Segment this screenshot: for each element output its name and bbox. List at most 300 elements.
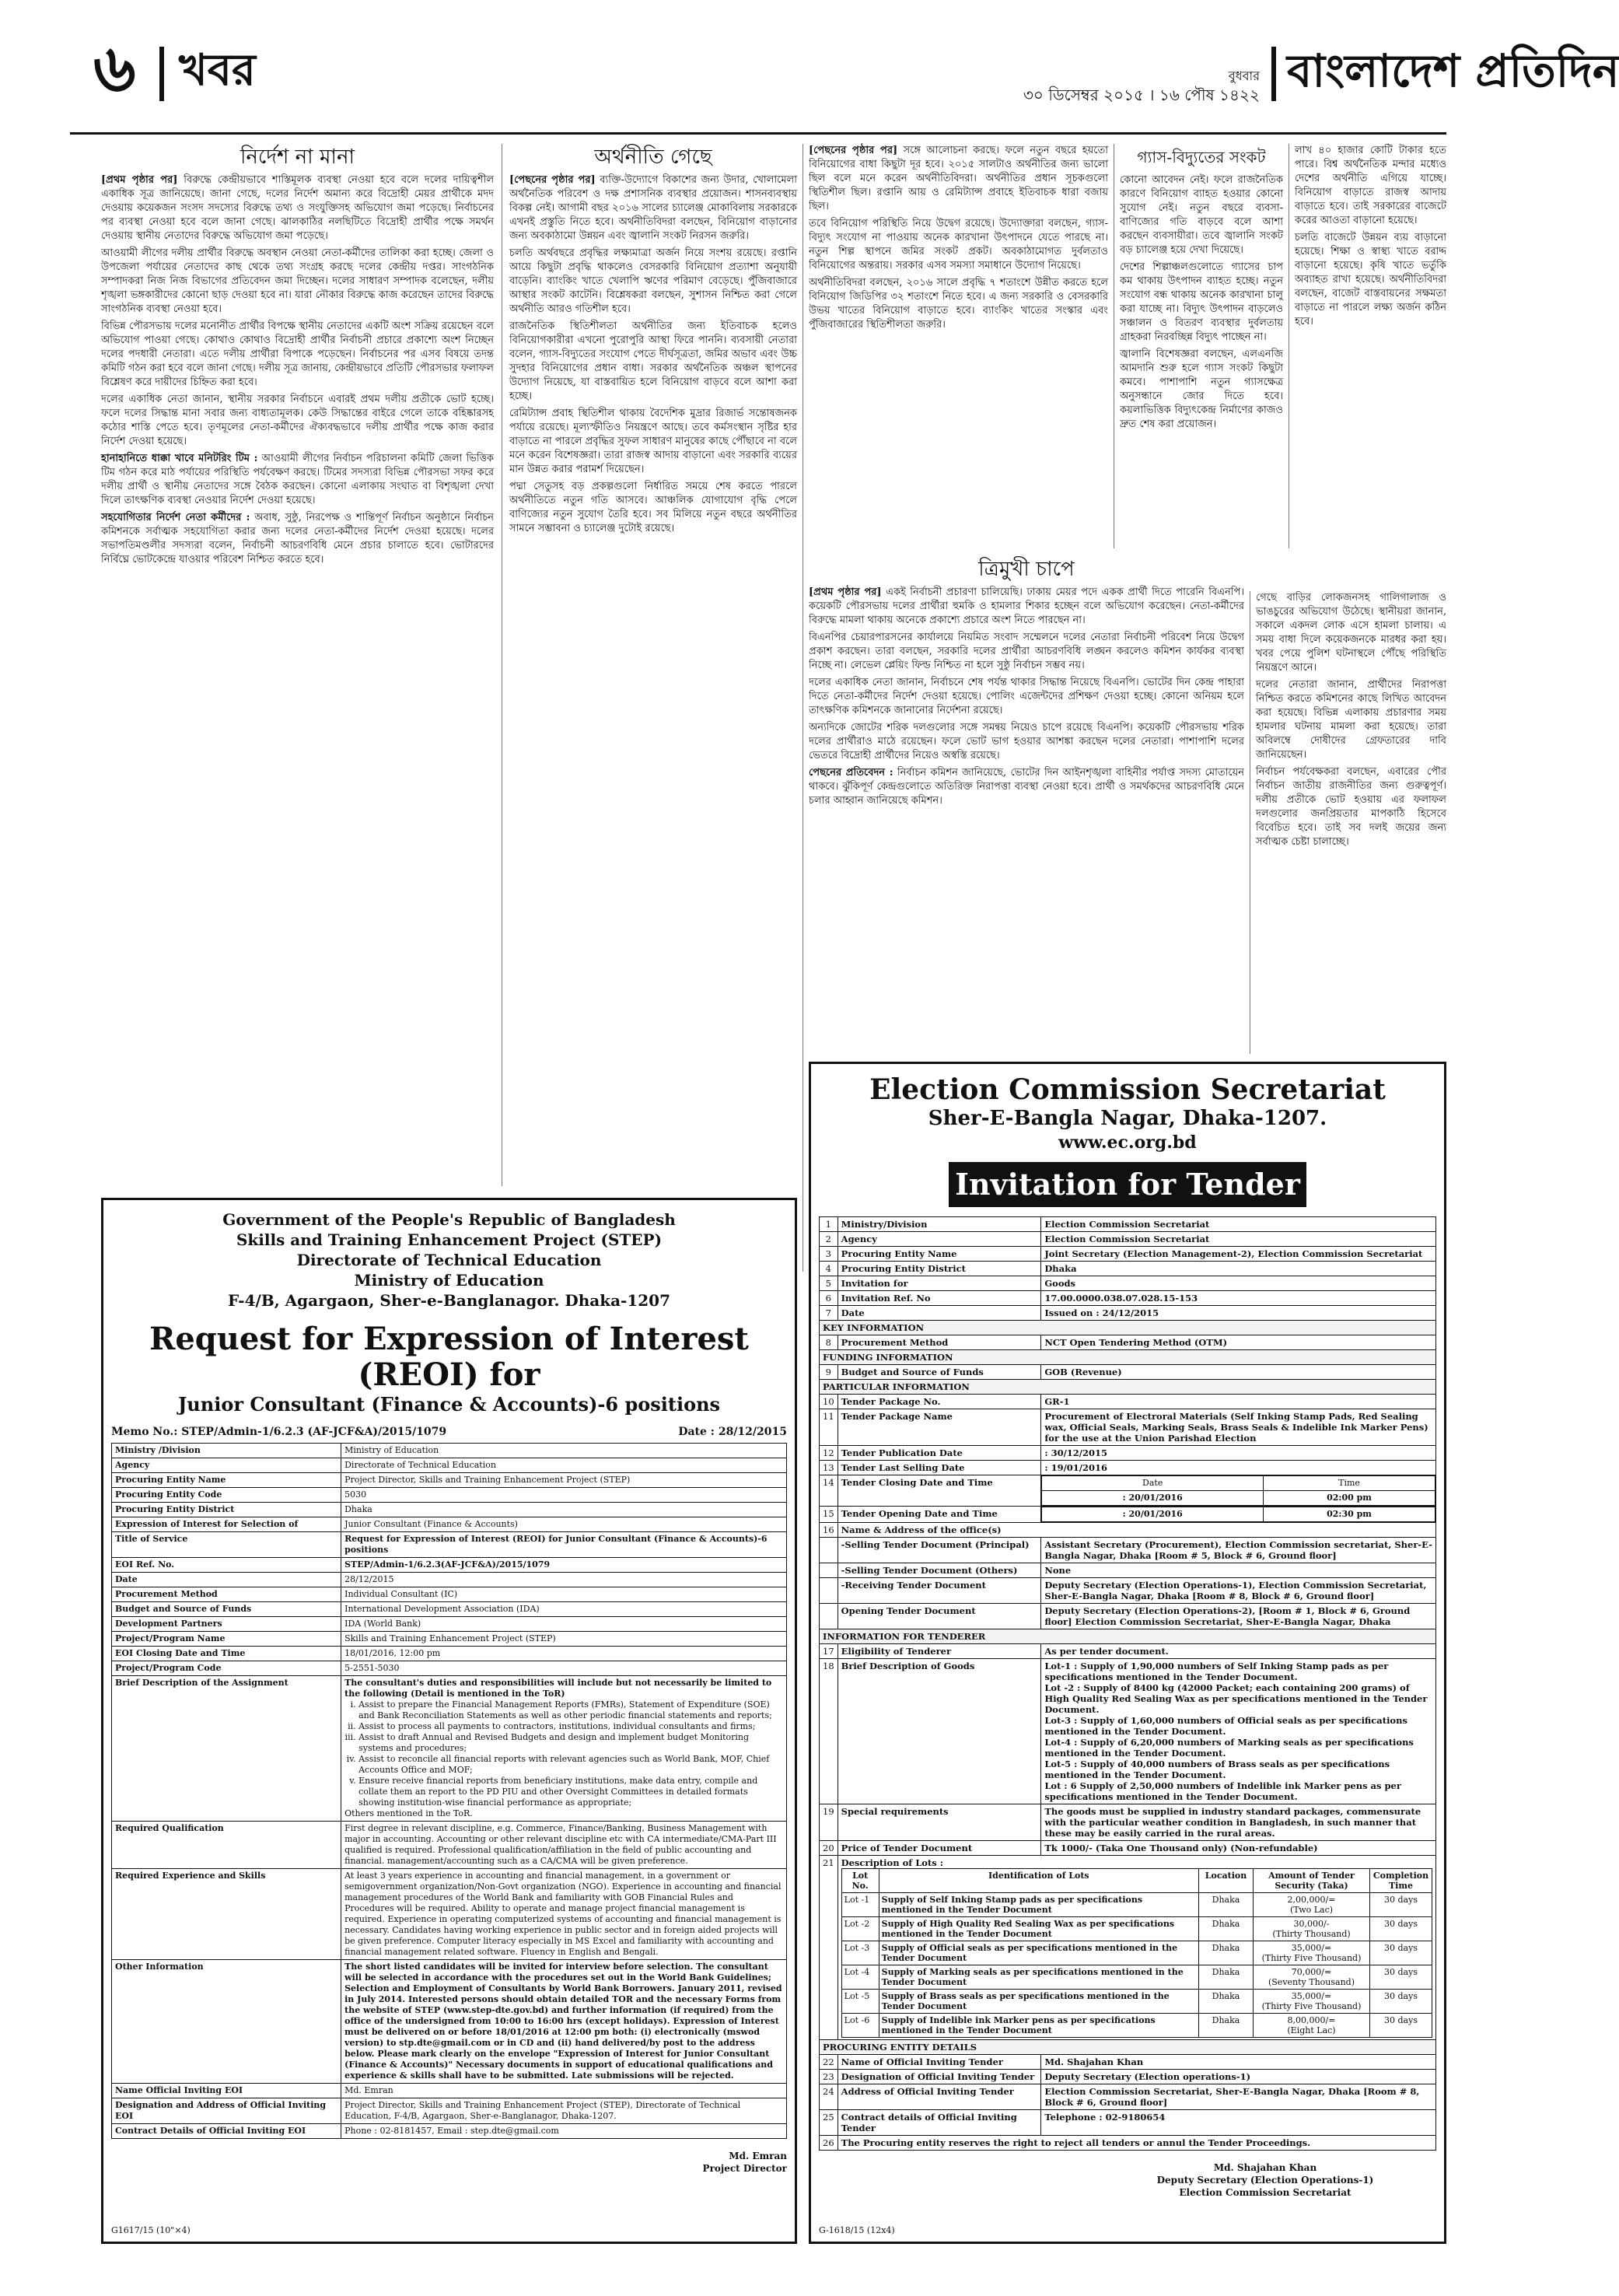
article-paragraph: রেমিট্যান্স প্রবাহ স্থিতিশীল থাকায় বৈদেশিক মুদ্রার রিজার্ভ সন্তোষজনক পর্যায়ে রয়েছে। মূল্যস্ফীতিও নিয়ন্ত্রণে আছে। তবে কর্মসংস্থান সৃষ্টির হার বাড়াতে না পারলে প্রবৃদ্ধির সুফল সাধারণ মানুষের কাছে পৌঁছাবে না বলে মনে করেন বিশেষজ্ঞরা। তারা রাজস্ব আদায় বাড়ানো এবং সরকারি ব্যয়ের মান উন্নত করার পরামর্শ দিয়েছেন। [509,408,797,475]
article-paragraph: দলের নেতারা জানান, প্রার্থীদের নিরাপত্তা নিশ্চিত করতে কমিশনের কাছে লিখিত আবেদন করা হয়েছে। বিভিন্ন এলাকায় প্রচারণার সময় হামলার ঘটনায় মামলা করা হয়েছে। তারা অবিলম্বে দোষীদের গ্রেফতারের দাবি জানিয়েছেন। [1256,679,1446,761]
article-paragraph: গেছে বাড়ির লোকজনসহ গালিগালাজ ও ভাঙচুরের অভিযোগ উঠেছে। স্থানীয়রা জানান, সকালে একদল লোক এসে হামলা চালায়। এ সময় বাধা দিলে কয়েকজনকে মারধর করা হয়। খবর পেয়ে পুলিশ ঘটনাস্থলে পৌঁছে পরিস্থিতি নিয়ন্ত্রণে আনে। [1256,592,1446,674]
section-label: PROCURING ENTITY DETAILS [820,2040,1436,2055]
table-value: Md. Emran [341,2084,787,2098]
table-key: Tender Package No. [837,1395,1041,1409]
article-paragraph: বিভিন্ন পৌরসভায় দলের মনোনীত প্রার্থীর বিপক্ষে স্থানীয় নেতাদের একটি অংশ সক্রিয় রয়েছেন বলে অভিযোগ পাওয়া গেছে। কোথাও কোথাও বিদ্রোহী প্রার্থীর নির্বাচনী প্রচারে প্রকাশ্যে অংশ নিচ্ছেন দলের পদধারী নেতারা। এতে দলীয় প্রার্থীরা বিপাকে পড়েছেন। নির্বাচনের পর এসব বিষয়ে তদন্ত কমিটি গঠন করা হবে বলে জানা গেছে। দলীয় সূত্র জানায়, কেন্দ্রীয়ভাবে প্রতিটি পৌরসভার ফলাফল বিশ্লেষণ করে দায়ীদের চিহ্নিত করা হবে। [101,320,494,388]
row-number: 20 [820,1841,838,1856]
section-label: FUNDING INFORMATION [820,1350,1436,1365]
article-subheading: সহযোগিতার নির্দেশ নেতা কর্মীদের : [101,512,250,523]
table-row [820,1247,1436,1262]
table-value: Skills and Training Enhancement Project (STEP) [341,1632,787,1647]
table-value: Ministry of Education [341,1444,787,1458]
lot-identification: Supply of Marking seals as per specifications mentioned in the Tender Document [879,1965,1198,1990]
lot-amount-words: (Thirty Thousand) [1272,1929,1351,1939]
table-row [112,1960,787,2084]
brief-intro: The consultant's duties and responsibilities will include but not necessarily be limited to the following (Detail is mentioned in the ToR) [344,1678,772,1699]
table-key: Agency [837,1232,1041,1247]
section-header [820,1629,1436,1644]
continued-tag: [পেছনের পৃষ্ঠার পর] [809,145,898,156]
date-header: Date [1042,1476,1264,1491]
table-key: Contract details of Official Inviting Tender [837,2110,1041,2136]
reoi-org-line: F-4/B, Agargaon, Sher-e-Banglanagor. Dhaka-1207 [228,1291,670,1310]
table-key: Invitation for [837,1276,1041,1291]
reoi-signature [111,2150,787,2175]
table-value: The Procuring entity reserves the right to reject all tenders or annul the Tender Proceedings. [837,2136,1435,2151]
column-header: Location [1199,1869,1254,1893]
lot-completion: 30 days [1370,1917,1432,1941]
table-row [112,1617,787,1632]
article-paragraph: নির্বাচন পর্যবেক্ষকরা বলছেন, এবারের পৌর নির্বাচন জাতীয় রাজনীতির জন্য গুরুত্বপূর্ণ। দলীয় প্রতীকে ভোট হওয়ায় এর ফলাফল দলগুলোর জনপ্রিয়তার মাপকাঠি হিসেবে বিবেচিত হবে। তাই সব দলই জয়ের জন্য সর্বাত্মক চেষ্টা চালাচ্ছে। [1256,766,1446,848]
ad-code: G1617/15 (10"×4) [111,2225,191,2235]
table-value: At least 3 years experience in accounting and financial management, in a government or semigovernment organization/Non-Govt organization (NGO). Experience in accounting and financial management procedures of the World Bank and familiarity with GOB Financial Rules and Procedures will be required. Ability to operate and manage project financial management is required. Experience in operating computerized systems of accounting and financial management is necessary. Candidates having working experience in public sector and in foreign aided projects will be given preference. Computer literacy especially in MS Excel and familiarity with accounting and financial management related software. Fluency in English and Bengali. [341,1869,787,1960]
table-key: Tender Last Selling Date [837,1461,1041,1475]
signatory-title: Deputy Secretary (Election Operations-1) [1156,2175,1374,2186]
table-key: Brief Description of the Assignment [112,1676,341,1822]
table-key: Procurement Method [837,1335,1041,1350]
table-value: GOB (Revenue) [1041,1365,1436,1380]
masthead-rule [70,132,1446,135]
table-value [837,1856,1435,2040]
row-number: 5 [820,1276,838,1291]
list-item: i. Assist to prepare the Financial Management Reports (FMRs), Statement of Expenditure (SOE) and Bank Reconciliation Statements as well as other periodic financial statements and reports; [358,1699,783,1721]
table-key: Budget and Source of Funds [112,1602,341,1617]
table-row [112,1676,787,1822]
table-row [112,1517,787,1532]
article-headline: নির্দেশ না মানা [240,145,355,169]
article-paragraph: জ্বালানি বিশেষজ্ঞরা বলছেন, এলএনজি আমদানি শুরু হলে গ্যাস সংকট কিছুটা কমবে। পাশাপাশি নতুন গ্যাসক্ষেত্র অনুসন্ধানে জোর দিতে হবে। কয়লাভিত্তিক বিদ্যুৎকেন্দ্র নির্মাণের কাজও দ্রুত শেষ করা প্রয়োজন। [1120,348,1283,430]
table-key: Other Information [112,1960,341,2084]
newspaper-logo: বাংলাদেশ প্রতিদিন [1287,44,1619,97]
article-paragraph: পদ্মা সেতুসহ বড় প্রকল্পগুলো নির্ধারিত সময়ে শেষ করতে পারলে অর্থনীতিতে নতুন গতি আসবে। আঞ্চলিক যোগাযোগ বৃদ্ধি পেলে বাণিজ্যের নতুন সুযোগ তৈরি হবে। সব মিলিয়ে নতুন বছরে অর্থনীতির সামনে সম্ভাবনা ও চ্যালেঞ্জ দুটোই রয়েছে। [509,481,797,534]
goods-lot: Lot-4 : Supply of 6,20,000 numbers of Marking seals as per specifications mentioned in the Tender Document. [1044,1737,1414,1759]
reoi-subtitle: Junior Consultant (Finance & Accounts)-6 positions [177,1393,721,1416]
signatory-name: Md. Shajahan Khan [1213,2162,1317,2173]
issue-weekday: বুধবার [1228,68,1260,83]
table-value: Individual Consultant (IC) [341,1587,787,1602]
table-key: Invitation Ref. No [837,1291,1041,1306]
article-paragraph: লাখ ৪০ হাজার কোটি টাকার হতে পারে। বিশ্ব অর্থনৈতিক মন্দার মধ্যেও দেশের অর্থনীতি এগিয়ে যাচ্ছে। বিনিয়োগ বাড়াতে রাজস্ব আদায় বাড়াতে হবে। তাই সরকারের বাজেটে করের আওতা বাড়ানো হয়েছে। [1295,145,1446,226]
lot-amount-words: (Thirty Five Thousand) [1261,2001,1362,2011]
reoi-memo-date: Date : 28/12/2015 [678,1426,787,1438]
table-key: Date [837,1306,1041,1321]
row-number: 11 [820,1409,838,1446]
table-value: Dhaka [1041,1262,1436,1276]
table-row [820,2110,1436,2136]
table-row [841,1941,1432,1965]
row-number: 3 [820,1247,838,1262]
lot-identification: Supply of Indelible ink Marker pens as per specifications mentioned in the Tender Document [879,2014,1198,2038]
table-row [841,2014,1432,2038]
lots-table [841,1868,1432,2038]
row-number: 14 [820,1475,838,1507]
table-key: Procuring Entity District [112,1503,341,1517]
article-nirdesh [101,144,494,1186]
article-paragraph: নির্বাচন কমিশন জানিয়েছে, ভোটের দিন আইনশৃঙ্খলা বাহিনীর পর্যাপ্ত সদস্য মোতায়েন থাকবে। ঝুঁকিপূর্ণ কেন্দ্রগুলোতে অতিরিক্ত নিরাপত্তা ব্যবস্থা নেওয়া হবে। প্রার্থী ও সমর্থকদের আচরণবিধি মেনে চলার আহ্বান জানিয়েছে কমিশন। [809,767,1245,807]
table-value: The short listed candidates will be invited for interview before selection. The consultant will be selected in accordance with the procedures set out in the World Bank Guidelines; Selection and Employment of Consultants by World Bank Borrowers. January 2011, revised in July 2014. Interested persons should obtain detailed TOR and the necessary Forms from the website of STEP (www.step-dte.gov.bd) and further information (if required) from the office of the undersigned from 10:00 to 16:00 hrs (except holidays). Expression of Interest must be delivered on or before 18/01/2016 at 12:00 pm both: (i) electronically (mswod version) to stp.dte@gmail.com or in CD and (ii) hand delivered/by post to the address below. Please mark clearly on the envelope "Expression of Interest for Junior Consultant (Finance & Accounts)" Necessary documents in support of educational qualifications and experience & skills shall have to be submitted. Late submissions will be rejected. [341,1960,787,2084]
lot-amount-words: (Eight Lac) [1287,2025,1336,2035]
table-key: -Selling Tender Document (Principal) [837,1538,1041,1563]
article-trimukhi-continued [1256,591,1446,1054]
table-row [820,1856,1436,2040]
row-number: 26 [820,2136,838,2151]
table-row [820,1306,1436,1321]
lot-location: Dhaka [1199,1965,1254,1990]
lot-completion: 30 days [1370,1893,1432,1917]
row-number: 10 [820,1395,838,1409]
table-value: Telephone : 02-9180654 [1041,2110,1436,2136]
section-label: INFORMATION FOR TENDERER [820,1629,1436,1644]
table-row [112,1661,787,1676]
reoi-title: Request for Expression of Interest (REOI) for [149,1321,749,1393]
time-header: Time [1264,1476,1435,1491]
table-key: Tender Package Name [837,1409,1041,1446]
table-key: Tender Publication Date [837,1446,1041,1461]
table-value: GR-1 [1041,1395,1436,1409]
article-paragraph: দলের একাধিক নেতা জানান, স্থানীয় সরকার নির্বাচনে এবারই প্রথম দলীয় প্রতীকে ভোট হচ্ছে। ফলে দলের সিদ্ধান্ত মানা সবার জন্য বাধ্যতামূলক। কেউ সিদ্ধান্তের বাইরে গেলে তাকে বহিষ্কারসহ কঠোর শাস্তি পেতে হবে। তৃণমূলের নেতা-কর্মীদের ঐক্যবদ্ধভাবে দলীয় প্রার্থীর পক্ষে কাজ করার নির্দেশ দেওয়া হয়েছে। [101,394,494,447]
table-row [820,1841,1436,1856]
article-gas-bidyut [1120,144,1283,548]
article-paragraph: বিএনপির চেয়ারপারসনের কার্যালয়ে নিয়মিত সংবাদ সম্মেলনে দলের নেতারা নির্বাচনী পরিবেশ নিয়ে উদ্বেগ প্রকাশ করছেন। তারা বলছেন, সরকারি দলের প্রার্থীরা আচরণবিধি লঙ্ঘন করলেও কমিশন কার্যকর ব্যবস্থা নিচ্ছে না। লেভেল প্লেয়িং ফিল্ড নিশ্চিত না হলে সুষ্ঠু নির্বাচন সম্ভব নয়। [809,632,1244,671]
article-paragraph: রাজনৈতিক স্থিতিশীলতা অর্থনীতির জন্য ইতিবাচক হলেও বিনিয়োগকারীরা এখনো পুরোপুরি আস্থা ফিরে পাননি। ব্যবসায়ী নেতারা বলেন, গ্যাস-বিদ্যুতের সংযোগ পেতে দীর্ঘসূত্রতা, জমির অভাব এবং উচ্চ সুদহার বিনিয়োগের প্রধান বাধা। সরকার অর্থনৈতিক অঞ্চল স্থাপনের উদ্যোগ নিয়েছে, যা বাস্তবায়িত হলে বিনিয়োগ বাড়বে বলে আশা করা হচ্ছে। [509,320,797,402]
table-value [1041,1507,1436,1523]
lot-completion: 30 days [1370,1941,1432,1965]
lot-security [1254,1917,1370,1941]
table-row [820,1659,1436,1804]
table-key: Project/Program Name [112,1632,341,1647]
table-row [112,1558,787,1573]
table-value: Dhaka [341,1503,787,1517]
table-key [837,1475,1041,1507]
table-key: Budget and Source of Funds [837,1365,1041,1380]
lots-header-row [841,1869,1432,1893]
table-key: Procuring Entity Code [112,1488,341,1503]
reoi-org-line: Government of the People's Republic of Bangladesh [222,1210,676,1229]
reoi-org-block [111,1209,787,1311]
row-number: 19 [820,1804,838,1841]
table-value [341,1676,787,1822]
continued-tag: [প্রথম পৃষ্ঠার পর] [101,174,178,186]
lot-identification: Supply of Brass seals as per specifications mentioned in the Tender Document [879,1990,1198,2014]
table-row [820,2070,1436,2084]
table-value: Assistant Secretary (Procurement), Election Commission secretariat, Sher-E-Bangla Nagar, Dhaka [Room # 5, Block # 6, Ground floor] [1041,1538,1436,1563]
section-label: KEY INFORMATION [820,1321,1436,1335]
lot-amount: 70,000/= [1291,1967,1332,1977]
lot-number: Lot -6 [841,2014,879,2038]
table-value: Project Director, Skills and Training Enhancement Project (STEP) [341,1473,787,1488]
table-key: Procuring Entity Name [837,1247,1041,1262]
table-key: EOI Closing Date and Time [112,1647,341,1661]
reoi-org-line: Directorate of Technical Education [296,1251,602,1269]
table-row [841,1893,1432,1917]
table-row [112,1869,787,1960]
lot-number: Lot -2 [841,1917,879,1941]
article-headline: অর্থনীতি গেছে [594,145,712,169]
lot-security [1254,1941,1370,1965]
reoi-advertisement [101,1198,797,2244]
table-row [820,1365,1436,1380]
article-paragraph: দলের একাধিক নেতা জানান, নির্বাচনে শেষ পর্যন্ত থাকার সিদ্ধান্ত নিয়েছে বিএনপি। ভোটের দিন কেন্দ্র পাহারা দিতে নেতা-কর্মীদের নির্দেশ দেওয়া হয়েছে। পোলিং এজেন্টদের প্রশিক্ষণ দেওয়া হচ্ছে। কোনো অনিয়ম হলে তাৎক্ষণিক কমিশনকে জানানোর নির্দেশনা রয়েছে। [809,677,1244,716]
goods-lot: Lot-3 : Supply of 1,60,000 numbers of Official seals as per specifications mentioned in the Tender Document. [1044,1715,1407,1737]
signatory-name: Md. Emran [729,2151,787,2161]
lot-amount: 35,000/= [1291,1991,1332,2001]
section-title: খবর [179,44,256,96]
column-header: Amount of Tender Security (Taka) [1254,1869,1370,1893]
lots-label: Description of Lots : [841,1857,944,1868]
table-key: Name of Official Inviting Tender [837,2055,1041,2070]
column-header: Completion Time [1370,1869,1432,1893]
signatory-org: Election Commission Secretariat [1179,2187,1351,2198]
list-item: v. Ensure receive financial reports from beneficiary institutions, make data entry, compile and collate them an report to the PD PIU and other Oversight Committees in detailed formats showing institution-wise financial performance as appropriate; [358,1776,783,1808]
table-key: Brief Description of Goods [837,1659,1041,1804]
table-key: Contract Details of Official Inviting EOI [112,2124,341,2139]
lot-number: Lot -3 [841,1941,879,1965]
row-number-empty [820,1563,838,1578]
lot-identification: Supply of Self Inking Stamp pads as per specifications mentioned in the Tender Document [879,1893,1198,1917]
closing-time: 02:00 pm [1264,1491,1435,1506]
ec-banner: Invitation for Tender [949,1162,1306,1207]
goods-lot: Lot : 6 Supply of 2,50,000 numbers of Indelible ink Marker pens as per specifications mentioned in the Tender Document. [1044,1780,1401,1802]
goods-lot: Lot-5 : Supply of 40,000 numbers of Brass seals as per specifications mentioned in the Tender Document. [1044,1759,1390,1780]
table-key: Procurement Method [112,1587,341,1602]
goods-lot: Lot-1 : Supply of 1,90,000 numbers of Self Inking Stamp pads as per specifications mentioned in the Tender Document. [1044,1661,1389,1682]
table-value: None [1041,1563,1436,1578]
row-number: 9 [820,1365,838,1380]
article-paragraph: দেশের শিল্পাঞ্চলগুলোতে গ্যাসের চাপ কম থাকায় উৎপাদন ব্যাহত হচ্ছে। নতুন সংযোগ বন্ধ থাকায় অনেক কারখানা চালু করা যাচ্ছে না। বিদ্যুৎ উৎপাদন বাড়লেও সঞ্চালন ও বিতরণ ব্যবস্থার দুর্বলতায় গ্রাহকরা নিরবচ্ছিন্ন বিদ্যুৎ পাচ্ছেন না। [1120,261,1283,343]
table-row [112,1444,787,1458]
article-paragraph: আওয়ামী লীগের দলীয় প্রার্থীর বিরুদ্ধে অবস্থান নেওয়া নেতা-কর্মীদের তালিকা করা হচ্ছে। জেলা ও উপজেলা পর্যায়ের নেতাদের কাছ থেকে তথ্য সংগ্রহ করছে দলের কেন্দ্রীয় দপ্তর। সাংগঠনিক সম্পাদকরা নিজ নিজ বিভাগের প্রতিবেদন জমা দিচ্ছেন। দলের সাধারণ সম্পাদক বলেছেন, দলীয় শৃঙ্খলা ভঙ্গকারীদের কোনো ছাড় দেওয়া হবে না। যারা নৌকার বিরুদ্ধে কাজ করেছেন তাদের বিরুদ্ধে সাংগঠনিক ব্যবস্থা নেওয়া হবে। [101,247,494,315]
table-key: Special requirements [837,1804,1041,1841]
table-row [820,1578,1436,1604]
table-row [820,1461,1436,1475]
lot-number: Lot -5 [841,1990,879,2014]
ec-tender-advertisement [809,1062,1446,2244]
article-headline: গ্যাস-বিদ্যুতের সংকট [1137,148,1266,166]
page-number: ৬ [93,30,136,107]
article-subheading: হানাহানিতে ধাক্কা খাবে মনিটরিং টিম : [101,453,258,464]
article-paragraph: কোনো আবেদন নেই। ফলে রাজনৈতিক কারণে বিনিয়োগ ব্যাহত হওয়ার কোনো সুযোগ নেই। নতুন বছরে ব্যবসা-বাণিজ্যের গতি বাড়বে বলে আশা করছেন ব্যবসায়ীরা। তবে জ্বালানি সংকট বড় চ্যালেঞ্জ হয়ে দেখা দিয়েছে। [1120,174,1283,256]
lot-completion: 30 days [1370,2014,1432,2038]
lot-security [1254,1965,1370,1990]
table-row [112,1488,787,1503]
table-value: Md. Shajahan Khan [1041,2055,1436,2070]
lot-location: Dhaka [1199,1990,1254,2014]
table-row [820,1804,1436,1841]
section-label: PARTICULAR INFORMATION [820,1380,1436,1395]
table-value: Election Commission Secretariat, Sher-E-Bangla Nagar, Dhaka [Room # 8, Block # 6, Ground floor] [1041,2084,1436,2110]
issue-date [949,68,1260,105]
table-key: Name Official Inviting EOI [112,2084,341,2098]
table-key: Eligibility of Tenderer [837,1644,1041,1659]
table-row [820,1475,1436,1507]
article-paragraph: একই নির্বাচনী প্রচারণা চালিয়েছি। ঢাকায় মেয়র পদে একক প্রার্থী দিতে পারেনি বিএনপি। কয়েকটি পৌরসভায় দলের প্রার্থীরা হুমকি ও হামলার শিকার হচ্ছেন বলে অভিযোগ করেছেন। নেতা-কর্মীদের বিরুদ্ধে মামলা থাকায় অনেকে প্রকাশ্যে প্রচারে অংশ নিতে পারছেন না। [809,586,1244,626]
section-header [820,1380,1436,1395]
row-number-empty [820,1538,838,1563]
table-value: Deputy Secretary (Election operations-1) [1041,2070,1436,2084]
table-row [112,1458,787,1473]
table-value: 5-2551-5030 [341,1661,787,1676]
table-row [820,1409,1436,1446]
table-row [841,1990,1432,2014]
lot-location: Dhaka [1199,1941,1254,1965]
table-row [820,1276,1436,1291]
table-value: Request for Expression of Interest (REOI) for Junior Consultant (Finance & Accounts)-6 positions [341,1532,787,1558]
lot-number: Lot -1 [841,1893,879,1917]
row-number: 22 [820,2055,838,2070]
table-key: Name & Address of the office(s) [837,1523,1435,1538]
table-row [112,1573,787,1587]
table-row [820,1217,1436,1232]
lot-location: Dhaka [1199,1917,1254,1941]
goods-lot: Lot -2 : Supply of 8400 kg (42000 Packet; each containing 200 grams) of High Quality Red Sealing Wax as per specifications mentioned in the Tender Document. [1044,1682,1428,1715]
row-number-empty [820,1578,838,1604]
table-row [112,1473,787,1488]
masthead-divider-right [1271,47,1276,101]
table-value: : 19/01/2016 [1041,1461,1436,1475]
table-row [112,1822,787,1869]
lot-amount-words: (Seventy Thousand) [1268,1977,1355,1987]
masthead [70,30,1619,124]
continued-tag: [প্রথম পৃষ্ঠার পর] [809,586,882,598]
lot-location: Dhaka [1199,1893,1254,1917]
row-number: 24 [820,2084,838,2110]
lot-number: Lot -4 [841,1965,879,1990]
article-paragraph: সঙ্গে আলোচনা করছে। ফলে নতুন বছরে হয়তো বিনিয়োগের বাধা কিছুটা দূর হবে। ২০১৫ সালটাও অর্থনীতির জন্য ভালো ছিল বলে মনে করেন অর্থনীতিবিদরা। অর্থনীতির প্রধান সূচকগুলো স্থিতিশীল ছিল। রপ্তানি আয় ও রেমিট্যান্স প্রবাহে ইতিবাচক ধারা বজায় ছিল। [809,145,1108,212]
reoi-org-line: Ministry of Education [354,1271,544,1290]
section-header [820,1321,1436,1335]
article-paragraph: অন্যদিকে জোটের শরিক দলগুলোর সঙ্গে সমন্বয় নিয়েও চাপে রয়েছে বিএনপি। কয়েকটি পৌরসভায় শরিক দলের প্রার্থীরাও মাঠে রয়েছেন। ফলে ভোট ভাগ হওয়ার আশঙ্কা করছেন দলের নেতারা। পাশাপাশি দলের ভেতরে বিদ্রোহী প্রার্থীদের নিয়েও অস্বস্তি রয়েছে। [809,722,1244,761]
closing-date: : 20/01/2016 [1042,1491,1264,1506]
table-key: Development Partners [112,1617,341,1632]
table-key: Ministry /Division [112,1444,341,1458]
table-value: Project Director, Skills and Training Enhancement Project (STEP), Directorate of Technical Education, F-4/B, Agargaon, Sher-e-Banglanagor, Dhaka-1207. [341,2098,787,2124]
row-number: 18 [820,1659,838,1804]
article-budget [1295,144,1446,548]
row-number: 25 [820,2110,838,2136]
row-number: 8 [820,1335,838,1350]
table-row [841,1965,1432,1990]
lot-amount: 8,00,000/= [1287,2015,1336,2025]
closing-datetime [1041,1475,1435,1506]
article-subheading: পেছনের প্রতিবেদন : [809,767,893,779]
row-number: 1 [820,1217,838,1232]
opening-time: 02:30 pm [1264,1507,1435,1522]
table-row [820,2055,1436,2070]
table-key: Required Experience and Skills [112,1869,341,1960]
row-number: 6 [820,1291,838,1306]
table-key: Opening Tender Document [837,1604,1041,1629]
table-value: The goods must be supplied in industry standard packages, commensurate with the particular weather condition in Bangladesh, in such manner that these may be easily carried in the rural areas. [1041,1804,1436,1841]
table-key: Expression of Interest for Selection of [112,1517,341,1532]
row-number: 13 [820,1461,838,1475]
article-continued-economy [809,144,1108,548]
table-value: Deputy Secretary (Election Operations-2), [Room # 1, Block # 6, Ground floor] Election Commission Secretariat, Sher-E-Bangla Nagar, Dhaka [1041,1604,1436,1629]
signatory-title: Project Director [702,2163,787,2174]
table-row [820,1523,1436,1538]
table-row [112,2124,787,2139]
table-key: Designation and Address of Official Inviting EOI [112,2098,341,2124]
table-value: NCT Open Tendering Method (OTM) [1041,1335,1436,1350]
row-number-empty [820,1604,838,1629]
table-row [820,1538,1436,1563]
table-value: First degree in relevant discipline, e.g. Commerce, Finance/Banking, Business Management with major in accounting. Accounting or other relevant discipline etc with CA intermediate/CMA-Part III qualified is required. Professional qualification/affiliation in the field of public accounting and financial. management/accounting such as a CA/CMA will be given preference. [341,1822,787,1869]
table-value: Procurement of Electroral Materials (Self Inking Stamp Pads, Red Sealing wax, Official Seals, Marking Seals, Brass Seals & Indelible Ink Marker Pens) for the use at the Union Parishad Election [1041,1409,1436,1446]
column-header: Lot No. [841,1869,879,1893]
lot-amount: 2,00,000/= [1287,1895,1336,1905]
article-headline: ত্রিমুখী চাপে [978,558,1075,581]
article-paragraph: তবে বিনিয়োগ পরিস্থিতি নিয়ে উদ্বেগ রয়েছে। উদ্যোক্তারা বলছেন, গ্যাস-বিদ্যুৎ সংযোগ না পাওয়ায় অনেক কারখানা উৎপাদনে যেতে পারছে না। নতুন শিল্প স্থাপনে জমির সংকট প্রকট। অবকাঠামোগত দুর্বলতাও বিনিয়োগের অন্তরায়। সরকার এসব সমস্যা সমাধানে উদ্যোগ নিয়েছে। [809,218,1108,271]
table-row [112,1647,787,1661]
table-row [820,1262,1436,1276]
table-value: 5030 [341,1488,787,1503]
table-row [820,1291,1436,1306]
masthead-divider-left [159,47,164,101]
lot-location: Dhaka [1199,2014,1254,2038]
section-header [820,1350,1436,1365]
ec-website: www.ec.org.bd [1058,1132,1197,1153]
table-row [820,1507,1436,1523]
row-number: 7 [820,1306,838,1321]
table-key: Title of Service [112,1532,341,1558]
lot-security [1254,1893,1370,1917]
table-value: STEP/Admin-1/6.2.3(AF-JCF&A)/2015/1079 [341,1558,787,1573]
table-row [820,1232,1436,1247]
article-paragraph: অবাধ, সুষ্ঠু, নিরপেক্ষ ও শান্তিপূর্ণ নির্বাচন অনুষ্ঠানে নির্বাচন কমিশনকে সর্বাত্মক সহযোগিতা করার জন্য দলের নেতা-কর্মীদের নির্দেশ দেওয়া হয়েছে। দলের সভাপতিমণ্ডলীর সদস্যরা বলেন, নির্বাচনী আচরণবিধি মেনে প্রচার চালাতে হবে। ভোটারদের নির্বিঘ্নে ভোটকেন্দ্রে যাওয়ার পরিবেশ নিশ্চিত করতে হবে। [101,512,494,565]
ec-signature [1125,2161,1405,2199]
table-row [112,1503,787,1517]
table-key: Ministry/Division [837,1217,1041,1232]
row-number: 15 [820,1507,838,1523]
lot-security [1254,1990,1370,2014]
lot-security [1254,2014,1370,2038]
row-number: 12 [820,1446,838,1461]
lot-amount: 30,000/- [1293,1919,1330,1929]
table-key: Designation of Official Inviting Tender [837,2070,1041,2084]
table-value: Directorate of Technical Education [341,1458,787,1473]
lot-identification: Supply of High Quality Red Sealing Wax as per specifications mentioned in the Tender Document [879,1917,1198,1941]
lot-completion: 30 days [1370,1990,1432,2014]
column-header: Identification of Lots [879,1869,1198,1893]
table-value: : 30/12/2015 [1041,1446,1436,1461]
table-value [1041,1475,1436,1507]
table-key: Project/Program Code [112,1661,341,1676]
article-paragraph: চলতি বাজেটে উন্নয়ন ব্যয় বাড়ানো হয়েছে। শিক্ষা ও স্বাস্থ্য খাতে বরাদ্দ বাড়ানো হয়েছে। কৃষি খাতে ভর্তুকি অব্যাহত রাখা হয়েছে। অর্থনীতিবিদরা বলছেন, বাজেট বাস্তবায়নের সক্ষমতা বাড়াতে না পারলে লক্ষ্য অর্জন কঠিন হবে। [1295,232,1446,327]
reoi-memo-line [111,1426,787,1438]
reoi-table [111,1443,787,2139]
table-key: -Selling Tender Document (Others) [837,1563,1041,1578]
table-row [820,2084,1436,2110]
lot-amount: 35,000/= [1291,1943,1332,1953]
table-key: Address of Official Inviting Tender [837,2084,1041,2110]
table-key: Procuring Entity Name [112,1473,341,1488]
continued-tag: [পেছনের পৃষ্ঠার পর] [509,174,596,186]
table-value: 17.00.0000.038.07.028.15-153 [1041,1291,1436,1306]
table-key: Price of Tender Document [837,1841,1041,1856]
reoi-memo-number: Memo No.: STEP/Admin-1/6.2.3 (AF-JCF&A)/2015/1079 [111,1426,447,1438]
issue-date-text: ৩০ ডিসেম্বর ২০১৫ । ১৬ পৌষ ১৪২২ [1023,85,1260,104]
article-paragraph: আওয়ামী লীগের নির্বাচন পরিচালনা কমিটি জেলা ভিত্তিক টিম গঠন করে মাঠ পর্যায়ের পরিস্থিতি পর্যবেক্ষণ করছে। টিমের সদস্যরা বিভিন্ন পৌরসভা সফর করে দলীয় প্রার্থী ও স্থানীয় নেতাদের সঙ্গে বৈঠক করছেন। কোনো এলাকায় সংঘাত বা বিশৃঙ্খলা দেখা দিলে তাৎক্ষণিক ব্যবস্থা নেওয়ার নির্দেশ দেওয়া হয়েছে। [101,453,494,506]
row-number: 16 [820,1523,838,1538]
brief-list [344,1699,783,1808]
table-row [820,1604,1436,1629]
table-value: Deputy Secretary (Election Operations-1), Election Commission Secretariat, Sher-E-Bangla Nagar, Dhaka [Room # 8, Block # 6, Ground floor] [1041,1578,1436,1604]
table-row [820,1395,1436,1409]
table-key: -Receiving Tender Document [837,1578,1041,1604]
table-value: Junior Consultant (Finance & Accounts) [341,1517,787,1532]
table-value: 28/12/2015 [341,1573,787,1587]
table-row [841,1917,1432,1941]
opening-datetime [1041,1507,1435,1522]
table-value: Phone : 02-8181457, Email : step.dte@gmail.com [341,2124,787,2139]
